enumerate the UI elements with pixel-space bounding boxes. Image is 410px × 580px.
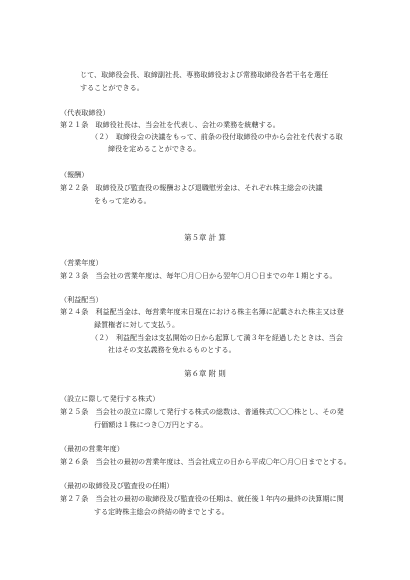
article-22-text-1: 第２２条 取締役及び監査役の報酬および退職慰労金は、それぞれ株主総会の決議 <box>60 183 323 192</box>
article-27-heading: （最初の取締役及び監査役の任期） <box>60 481 174 490</box>
article-24-text-1: 第２４条 利益配当金は、毎営業年度末日現在における株主名簿に記載された株主又は登 <box>60 307 344 316</box>
article-26-text-1: 第２６条 当会社の最初の営業年度は、当会社成立の日から平成〇年〇月〇日までとする。 <box>60 457 351 466</box>
intro-line-2: することができる。 <box>80 83 144 92</box>
article-21-text-3: 締役を定めることができる。 <box>108 144 201 153</box>
chapter-5-title: 第５章 計 算 <box>184 233 226 242</box>
article-25-text-1: 第２５条 当会社の設立に際して発行する株式の総数は、普通株式〇〇〇株とし、その発 <box>60 407 344 416</box>
article-26-heading: （最初の営業年度） <box>60 444 124 453</box>
intro-line-1: じて、取締役会長、取締副社長、専務取締役および常務取締役各若干名を選任 <box>80 70 329 79</box>
chapter-6-title: 第６章 附 則 <box>184 369 226 378</box>
article-25-heading: （設立に際して発行する株式） <box>60 394 160 403</box>
article-22-heading: （報酬） <box>60 170 89 179</box>
article-24-text-3: （２） 利益配当金は支払開始の日から起算して満３年を経過したときは、当会 <box>91 333 343 342</box>
article-22-text-2: をもって定める。 <box>94 196 151 205</box>
article-24-heading: （利益配当） <box>60 295 103 304</box>
article-25-text-2: 行価額は１株につき〇万円とする。 <box>94 420 208 429</box>
article-27-text-2: する定時株主総会の終結の時までとする。 <box>94 507 229 516</box>
article-21-text-2: （２） 取締役会の決議をもって、前条の役付取締役の中から会社を代表する取 <box>91 132 343 141</box>
article-23-text-1: 第２３条 当会社の営業年度は、毎年〇月〇日から翌年〇月〇日までの年１期とする。 <box>60 271 337 280</box>
article-24-text-4: 社はその支払義務を免れるものとする。 <box>108 345 236 354</box>
article-21-heading: （代表取締役） <box>60 108 110 117</box>
article-21-text-1: 第２１条 取締役社長は、当会社を代表し、会社の業務を統轄する。 <box>60 120 280 129</box>
article-24-text-2: 録質権者に対して支払う。 <box>94 320 180 329</box>
article-27-text-1: 第２７条 当会社の最初の取締役及び監査役の任期は、就任後１年内の最終の決算期に関 <box>60 494 344 503</box>
article-23-heading: （営業年度） <box>60 258 103 267</box>
